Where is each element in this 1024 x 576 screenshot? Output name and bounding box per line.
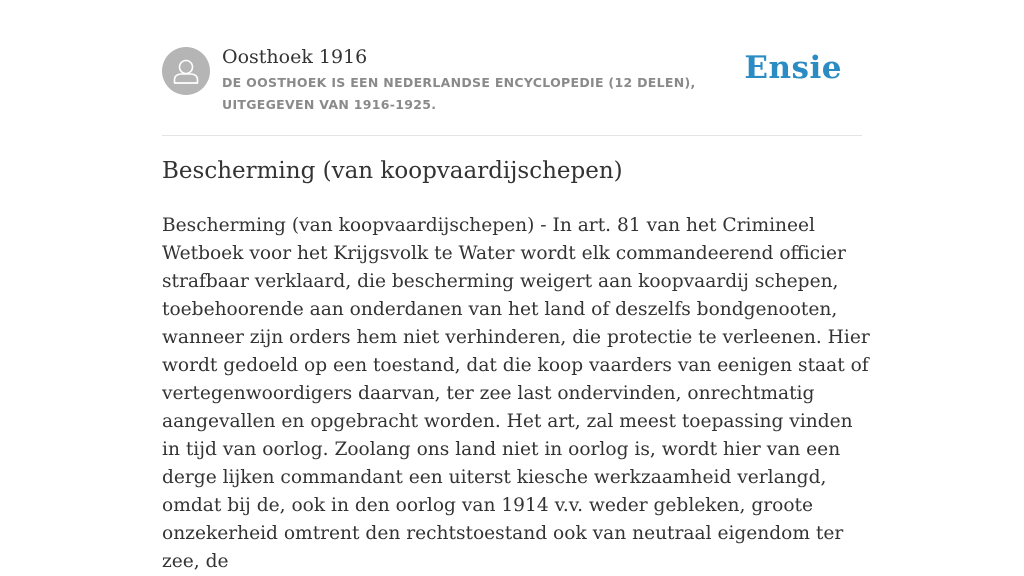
user-icon-graphic (162, 47, 210, 95)
user-icon[interactable] (162, 47, 210, 95)
article-title: Bescherming (van koopvaardijschepen) (162, 158, 623, 184)
source-name[interactable]: Oosthoek 1916 (222, 46, 368, 68)
ensie-logo[interactable]: Ensie (744, 50, 842, 86)
source-description: DE OOSTHOEK IS EEN NEDERLANDSE ENCYCLOPEDIE (12 DELEN), UITGEGEVEN VAN 1916-1925. (222, 75, 696, 112)
article-body: Bescherming (van koopvaardijschepen) - In art. 81 van het Crimineel Wetboek voor het Krijgsvolk te Water wordt elk commandeerend officier strafbaar verklaard, die bescherming weigert aan koopvaardij schepen, toebehoorende aan onderdanen van het land of deszelfs bondgenooten, wanneer zijn orders hem niet verhinderen, die protectie te verleenen. Hier wordt gedoeld op een toestand, dat die koop vaarders van eenigen staat of vertegenwoordigers daarvan, ter zee last ondervinden, onrechtmatig aangevallen en opgebracht worden. Het art, zal meest toepassing vinden in tijd van oorlog. Zoolang ons land niet in oorlog is, wordt hier van een derge lijken commandant een uiterst kiesche werkzaamheid verlangd, omdat bij de, ook in den oorlog van 1914 v.v. weder gebleken, groote onzekerheid omtrent den rechtstoestand ook van neutraal eigendom ter zee, de (162, 215, 870, 572)
source-header (162, 44, 862, 136)
